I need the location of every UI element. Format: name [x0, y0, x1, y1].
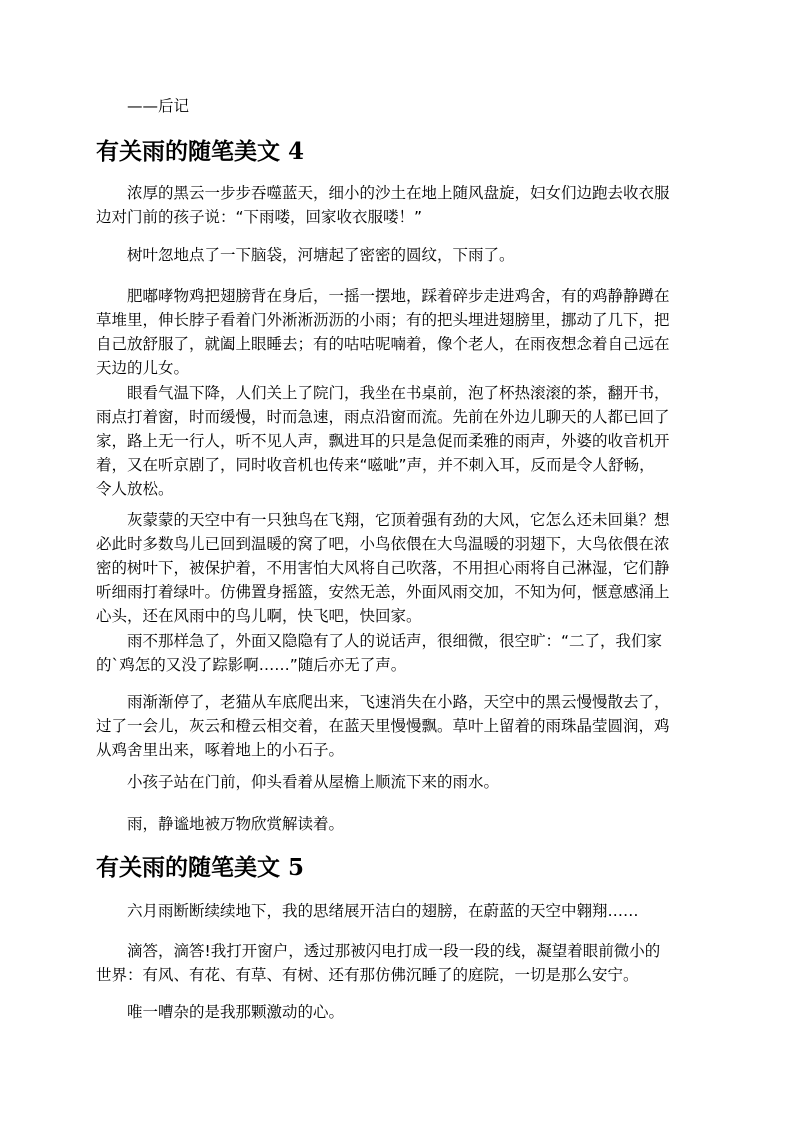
s5-paragraph-1: 六月雨断断续续地下，我的思绪展开洁白的翅膀，在蔚蓝的天空中翱翔…… — [127, 902, 639, 920]
s4-paragraph-2: 树叶忽地点了一下脑袋，河塘起了密密的圆纹，下雨了。 — [127, 246, 515, 264]
s4-paragraph-9: 雨，静谧地被万物欣赏解读着。 — [127, 815, 345, 833]
s4-paragraph-1: 浓厚的黑云一步步吞噬蓝天，细小的沙土在地上随风盘旋，妇女们边跑去收衣服 边对门前的孩子说：“下雨喽，回家收衣服喽！” — [96, 184, 670, 226]
postscript: ——后记 — [127, 97, 190, 115]
s4-paragraph-7: 雨渐渐停了，老猫从车底爬出来，飞速消失在小路，天空中的黑云慢慢散去了， 过了一会儿，灰云和橙云相交着，在蓝天里慢慢飘。草叶上留着的雨珠晶莹圆润，鸡 从鸡舍里出来，啄着地上的小石子。 — [96, 693, 670, 759]
s4-paragraph-6: 雨不那样急了，外面又隐隐有了人的说话声，很细微，很空旷：“二了，我们家 的`鸡怎的又没了踪影啊……”随后亦无了声。 — [96, 632, 663, 674]
section-5-title: 有关雨的随笔美文 5 — [96, 854, 305, 881]
s4-paragraph-3: 肥嘟哮物鸡把翅膀背在身后，一摇一摆地，踩着碎步走进鸡舍，有的鸡静静蹲在 草堆里，伸长脖子看着门外淅淅沥沥的小雨；有的把头埋进翅膀里，挪动了几下，把 自己放舒服了，就阖上眼睡去；有的咕咕呢喃着，像个老人，在雨夜想念着自己远在 天边的儿女。 — [96, 287, 670, 377]
s5-paragraph-3: 唯一嘈杂的是我那颗激动的心。 — [127, 1003, 345, 1021]
s4-paragraph-4: 眼看气温下降，人们关上了院门，我坐在书桌前，泡了杯热滚滚的茶，翻开书， 雨点打着窗，时而缓慢，时而急速，雨点沿窗而流。先前在外边儿聊天的人都已回了 家，路上无一行人，听不见人声，飘进耳的只是急促而柔雅的雨声，外婆的收音机开 着，又在听京剧了，同时收音机也传来“嗞呲”声，并不刺入耳，反而是令人舒畅， 令人放松。 — [96, 384, 670, 498]
s4-paragraph-5: 灰蒙蒙的天空中有一只独鸟在飞翔，它顶着强有劲的大风，它怎么还未回巢？想 必此时多数鸟儿已回到温暖的窝了吧，小鸟依偎在大鸟温暖的羽翅下，大鸟依偎在浓 密的树叶下，被保护着，不用害怕大风将自己吹落，不用担心雨将自己淋湿，它们静 听细雨打着绿叶。仿佛置身摇篮，安然无恙，外面风雨交加，不知为何，惬意感涌上 心头，还在风雨中的鸟儿啊，快飞吧，快回家。 — [96, 511, 670, 625]
section-4-title: 有关雨的随笔美文 4 — [96, 138, 305, 165]
s4-paragraph-8: 小孩子站在门前，仰头看着从屋檐上顺流下来的雨水。 — [127, 773, 500, 791]
s5-paragraph-2: 滴答，滴答!我打开窗户，透过那被闪电打成一段一段的线，凝望着眼前微小的 世界：有风、有花、有草、有树、还有那仿佛沉睡了的庭院，一切是那么安宁。 — [96, 942, 661, 984]
